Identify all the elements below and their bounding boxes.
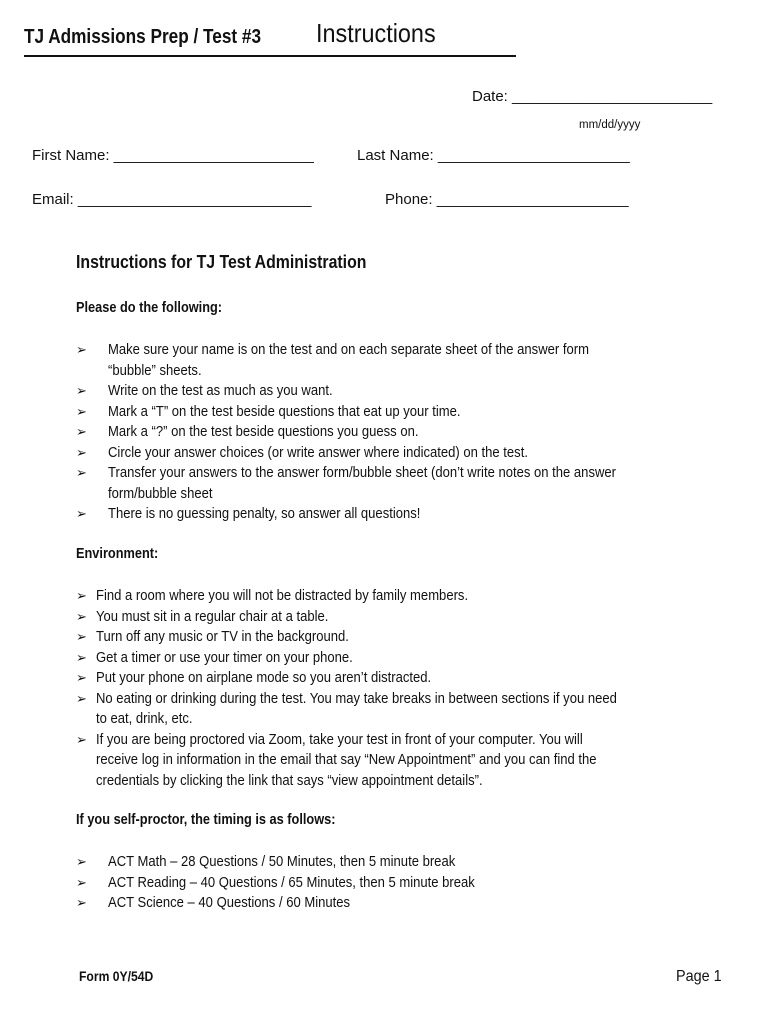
- list-item: “bubble” sheets.: [108, 362, 202, 379]
- environment-heading: Environment:: [76, 546, 159, 562]
- list-item: ➢ Get a timer or use your timer on your phone.: [76, 648, 675, 669]
- list-item: ➢ There is no guessing penalty, so answer all questions!: [76, 504, 672, 525]
- last-name-field: Last Name: _______________________: [357, 147, 630, 164]
- environment-list: [76, 586, 675, 791]
- page-number: Page 1: [676, 968, 722, 985]
- arrowhead-bullet-icon: ➢: [76, 465, 87, 480]
- date-field: Date: ________________________: [472, 88, 713, 105]
- form-number: Form 0Y/54D: [79, 969, 154, 984]
- arrowhead-bullet-icon: ➢: [76, 403, 87, 419]
- list-item: ➢ Turn off any music or TV in the background.: [76, 627, 675, 648]
- arrowhead-bullet-icon: ➢: [76, 588, 87, 603]
- arrowhead-bullet-icon: ➢: [76, 649, 87, 665]
- arrowhead-bullet-icon: ➢: [76, 874, 87, 890]
- arrowhead-bullet-icon: ➢: [76, 895, 87, 910]
- list-item: ➢ Mark a “?” on the test beside questions you guess on.: [76, 422, 672, 443]
- list-item: ➢ Make sure your name is on the test and on each separate sheet of the answer form: [76, 340, 672, 361]
- arrowhead-bullet-icon: ➢: [76, 731, 87, 747]
- list-item: credentials by clicking the link that says “view appointment details”.: [96, 772, 483, 789]
- list-item: receive log in information in the email that say “New Appointment” and you can find the: [96, 752, 597, 768]
- please-list: [76, 340, 672, 525]
- list-item: to eat, drink, etc.: [96, 711, 193, 727]
- document-title: TJ Admissions Prep / Test #3: [24, 26, 262, 48]
- list-item: ➢ ACT Science – 40 Questions / 60 Minutes: [76, 893, 516, 914]
- please-heading: Please do the following:: [76, 300, 223, 316]
- list-item: ➢ You must sit in a regular chair at a table.: [76, 607, 675, 628]
- timing-heading: If you self-proctor, the timing is as follows:: [76, 812, 336, 828]
- list-item: form/bubble sheet: [108, 485, 213, 502]
- arrowhead-bullet-icon: ➢: [76, 424, 87, 439]
- header-rule: [24, 55, 516, 57]
- list-item: ➢ ACT Math – 28 Questions / 50 Minutes, then 5 minute break: [76, 852, 516, 873]
- list-item: ➢ Find a room where you will not be distracted by family members.: [76, 586, 675, 607]
- list-item: ➢ Mark a “T” on the test beside questions that eat up your time.: [76, 402, 672, 423]
- arrowhead-bullet-icon: ➢: [76, 383, 87, 398]
- email-field: Email: ____________________________: [32, 191, 312, 208]
- arrowhead-bullet-icon: ➢: [76, 342, 87, 357]
- arrowhead-bullet-icon: ➢: [76, 608, 87, 624]
- arrowhead-bullet-icon: ➢: [76, 506, 87, 521]
- timing-list: [76, 852, 516, 914]
- section-title: Instructions for TJ Test Administration: [76, 252, 367, 272]
- arrowhead-bullet-icon: ➢: [76, 444, 87, 460]
- list-item: ➢ Put your phone on airplane mode so you aren’t distracted.: [76, 668, 675, 689]
- list-item: ➢ Transfer your answers to the answer form/bubble sheet (don’t write notes on the answer: [76, 463, 672, 484]
- list-item: ➢ If you are being proctored via Zoom, take your test in front of your computer. You will: [76, 730, 675, 751]
- list-item: ➢ No eating or drinking during the test. You may take breaks in between sections if you need: [76, 689, 675, 710]
- arrowhead-bullet-icon: ➢: [76, 854, 87, 869]
- list-item: ➢ Circle your answer choices (or write answer where indicated) on the test.: [76, 443, 672, 464]
- document-subtitle: Instructions: [316, 18, 436, 48]
- arrowhead-bullet-icon: ➢: [76, 629, 87, 644]
- list-item: ➢ ACT Reading – 40 Questions / 65 Minutes, then 5 minute break: [76, 873, 516, 894]
- date-format-hint: mm/dd/yyyy: [579, 119, 641, 131]
- first-name-field: First Name: ________________________: [32, 147, 314, 164]
- phone-field: Phone: _______________________: [385, 191, 629, 208]
- arrowhead-bullet-icon: ➢: [76, 670, 87, 685]
- arrowhead-bullet-icon: ➢: [76, 690, 87, 706]
- list-item: ➢ Write on the test as much as you want.: [76, 381, 672, 402]
